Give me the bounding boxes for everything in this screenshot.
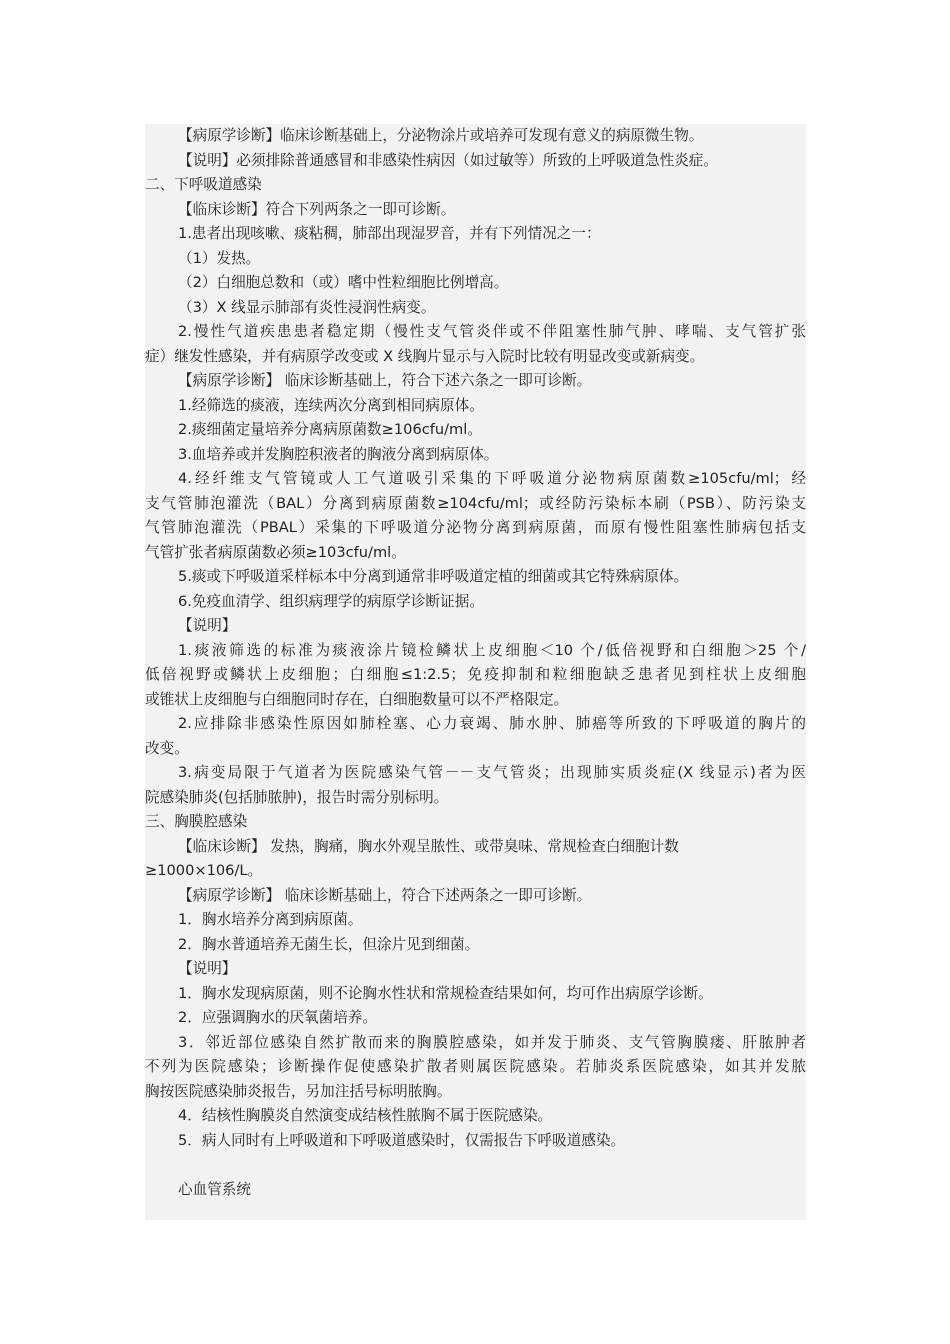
paragraph-line: 气管肺泡灌洗（PBAL）采集的下呼吸道分泌物分离到病原菌，而原有慢性阻塞性肺病包括支 bbox=[145, 519, 806, 536]
paragraph-line: 3.血培养或并发胸腔积液者的胸液分离到病原体。 bbox=[178, 445, 499, 463]
paragraph-line: 3．邻近部位感染自然扩散而来的胸膜腔感染，如并发于肺炎、支气管胸膜瘘、肝脓肿者 bbox=[178, 1033, 806, 1051]
paragraph-line: 低倍视野或鳞状上皮细胞；白细胞≤1:2.5；免疫抑制和粒细胞缺乏患者见到柱状上皮细胞 bbox=[145, 666, 806, 683]
paragraph-line: （2）白细胞总数和（或）嗜中性粒细胞比例增高。 bbox=[178, 274, 509, 291]
paragraph-line: 改变。 bbox=[145, 739, 189, 757]
paragraph-line: 1．胸水发现病原菌，则不论胸水性状和常规检查结果如何，均可作出病原学诊断。 bbox=[178, 984, 713, 1002]
paragraph-line: 【临床诊断】符合下列两条之一即可诊断。 bbox=[178, 200, 456, 218]
paragraph-line: 5．病人同时有上呼吸道和下呼吸道感染时，仅需报告下呼吸道感染。 bbox=[178, 1131, 626, 1149]
section-heading: 三、胸膜腔感染 bbox=[145, 813, 248, 830]
paragraph-line: 2.应排除非感染性原因如肺栓塞、心力衰竭、肺水肿、肺癌等所致的下呼吸道的胸片的 bbox=[178, 715, 806, 732]
paragraph-line: ≥1000×106/L。 bbox=[145, 862, 263, 879]
paragraph-line: 不列为医院感染；诊断操作促使感染扩散者则属医院感染。若肺炎系医院感染，如其并发脓 bbox=[145, 1058, 806, 1075]
paragraph-line: 【说明】必须排除普通感冒和非感染性病因（如过敏等）所致的上呼吸道急性炎症。 bbox=[178, 151, 718, 169]
paragraph-line: 【临床诊断】 发热，胸痛，胸水外观呈脓性、或带臭味、常规检查白细胞计数 bbox=[178, 837, 679, 855]
paragraph-line: 3.病变局限于气道者为医院感染气管－－支气管炎；出现肺实质炎症(X 线显示)者为医 bbox=[178, 764, 806, 781]
paragraph-line: （3）X 线显示肺部有炎性浸润性病变。 bbox=[178, 298, 436, 316]
paragraph-line: 【病原学诊断】 临床诊断基础上，符合下述两条之一即可诊断。 bbox=[178, 886, 592, 904]
paragraph-line: （1）发热。 bbox=[178, 249, 261, 267]
paragraph-line: 支气管肺泡灌洗（BAL）分离到病原菌数≥104cfu/ml；或经防污染标本刷（PSB）、防污染支 bbox=[145, 494, 806, 512]
paragraph-line: 2.痰细菌定量培养分离病原菌数≥106cfu/ml。 bbox=[178, 421, 482, 438]
paragraph-line: 1．胸水培养分离到病原菌。 bbox=[178, 911, 363, 928]
section-heading: 心血管系统 bbox=[178, 1180, 251, 1198]
paragraph-line: 【病原学诊断】临床诊断基础上，分泌物涂片或培养可发现有意义的病原微生物。 bbox=[178, 127, 704, 144]
paragraph-line: 院感染肺炎(包括肺脓肿)，报告时需分别标明。 bbox=[145, 788, 449, 806]
paragraph-line: 2．胸水普通培养无菌生长，但涂片见到细菌。 bbox=[178, 935, 480, 953]
paragraph-line: 1.痰液筛选的标准为痰液涂片镜检鳞状上皮细胞＜10 个/低倍视野和白细胞＞25 个/ bbox=[178, 641, 806, 659]
paragraph-line: 6.免疫血清学、组织病理学的病原学诊断证据。 bbox=[178, 592, 484, 610]
paragraph-line: 或锥状上皮细胞与白细胞同时存在，白细胞数量可以不严格限定。 bbox=[145, 690, 569, 708]
paragraph-line: 气管扩张者病原菌数必须≥103cfu/ml。 bbox=[145, 543, 406, 561]
paragraph-line: 5.痰或下呼吸道采样标本中分离到通常非呼吸道定植的细菌或其它特殊病原体。 bbox=[178, 568, 689, 585]
paragraph-line: 4．结核性胸膜炎自然演变成结核性脓胸不属于医院感染。 bbox=[178, 1107, 553, 1124]
paragraph-line: 【说明】 bbox=[178, 617, 237, 634]
paragraph-line: 1.患者出现咳嗽、痰粘稠，肺部出现湿罗音，并有下列情况之一： bbox=[178, 225, 601, 242]
paragraph-line: 【说明】 bbox=[178, 960, 237, 977]
paragraph-line: 2．应强调胸水的厌氧菌培养。 bbox=[178, 1009, 378, 1026]
paragraph-line: 胸按医院感染肺炎报告，另加注括号标明脓胸。 bbox=[145, 1082, 452, 1100]
section-heading: 二、下呼吸道感染 bbox=[145, 176, 262, 193]
document-body bbox=[145, 124, 806, 1202]
paragraph-line: 症）继发性感染，并有病原学改变或 X 线胸片显示与入院时比较有明显改变或新病变。 bbox=[145, 347, 705, 365]
paragraph-line: 【病原学诊断】 临床诊断基础上，符合下述六条之一即可诊断。 bbox=[178, 372, 592, 389]
paragraph-line: 2.慢性气道疾患患者稳定期（慢性支气管炎伴或不伴阻塞性肺气肿、哮喘、支气管扩张 bbox=[178, 323, 806, 340]
paragraph-line: 4.经纤维支气管镜或人工气道吸引采集的下呼吸道分泌物病原菌数≥105cfu/ml；经 bbox=[178, 470, 806, 487]
paragraph-line: 1.经筛选的痰液，连续两次分离到相同病原体。 bbox=[178, 396, 484, 414]
